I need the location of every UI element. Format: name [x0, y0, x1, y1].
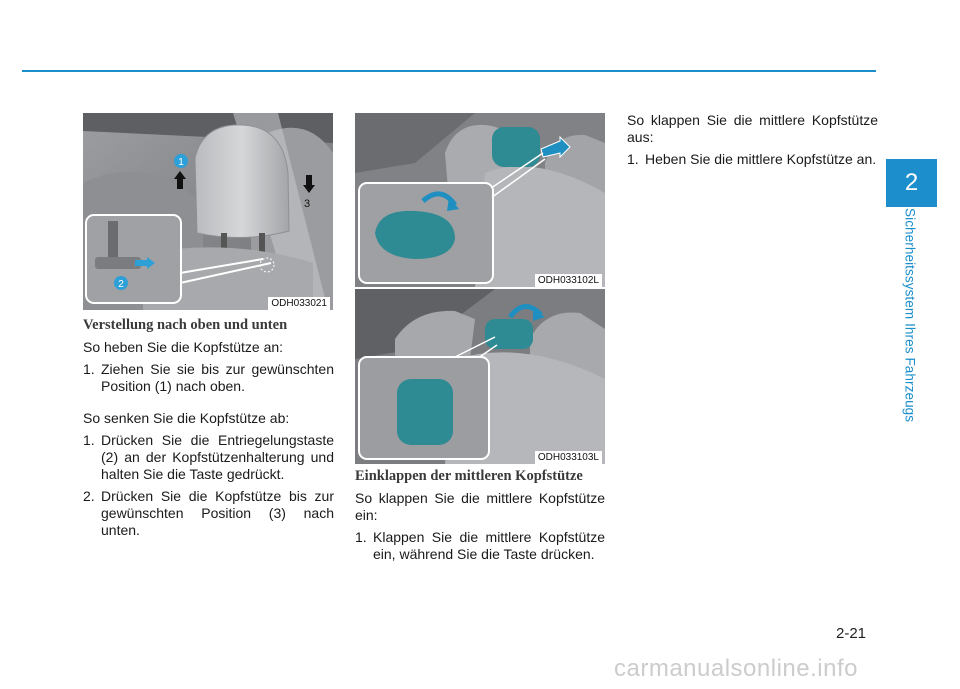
step-text: Klappen Sie die mittlere Kopfstütze ein, während Sie die Taste drücken.: [373, 529, 605, 562]
figure-code: ODH033021: [268, 297, 330, 310]
chapter-number-tab[interactable]: 2: [886, 159, 937, 207]
list-item: [83, 432, 334, 483]
step-text: Drücken Sie die Entriegelungstaste (2) an der Kopfstützenhalterung und halten Sie die Taste gedrückt.: [101, 432, 334, 482]
list-item: [83, 361, 334, 395]
headrest-adjust-illustration: [83, 113, 333, 310]
unfold-headrest-illustration: [355, 289, 605, 464]
step-text: Heben Sie die mittlere Kopfstütze an.: [645, 151, 877, 167]
col2-text: [355, 468, 605, 563]
svg-text:1: 1: [178, 157, 184, 168]
step-number: 1.: [355, 529, 367, 545]
list-item: [627, 151, 878, 168]
callout-3: 3: [303, 198, 311, 210]
watermark: carmanualsonline.info: [614, 655, 858, 682]
step-text: Ziehen Sie sie bis zur gewünschten Position (1) nach oben.: [101, 361, 334, 394]
figure-code: ODH033102L: [535, 274, 602, 287]
list-item: [83, 488, 334, 539]
section-heading: Verstellung nach oben und unten: [83, 317, 288, 333]
page-number: 2-21: [836, 625, 867, 642]
step-number: 1.: [83, 432, 95, 448]
chapter-title: Sicherheitssystem Ihres Fahrzeugs: [902, 208, 918, 423]
step-number: 1.: [627, 151, 639, 167]
col3-text: [627, 112, 878, 168]
figure-fold-headrest: [355, 113, 605, 287]
unfold-intro: So klappen Sie die mittlere Kopfstütze aus:: [627, 112, 878, 145]
svg-text:2: 2: [118, 279, 124, 290]
step-number: 1.: [83, 361, 95, 377]
figure-unfold-headrest: [355, 289, 605, 464]
fold-headrest-illustration: [355, 113, 605, 287]
figure-code: ODH033103L: [535, 451, 602, 464]
step-number: 2.: [83, 488, 95, 504]
lower-intro: So senken Sie die Kopfstütze ab:: [83, 410, 290, 426]
step-text: Drücken Sie die Kopfstütze bis zur gewünschten Position (3) nach unten.: [101, 488, 334, 538]
list-item: [355, 529, 605, 563]
section-heading: Einklappen der mittleren Kopfstütze: [355, 468, 583, 484]
fold-intro: So klappen Sie die mittlere Kopfstütze ein:: [355, 490, 605, 523]
col1-text: [83, 317, 334, 539]
figure-headrest-adjust: [83, 113, 333, 310]
raise-intro: So heben Sie die Kopfstütze an:: [83, 339, 284, 355]
header-rule: [22, 70, 876, 72]
